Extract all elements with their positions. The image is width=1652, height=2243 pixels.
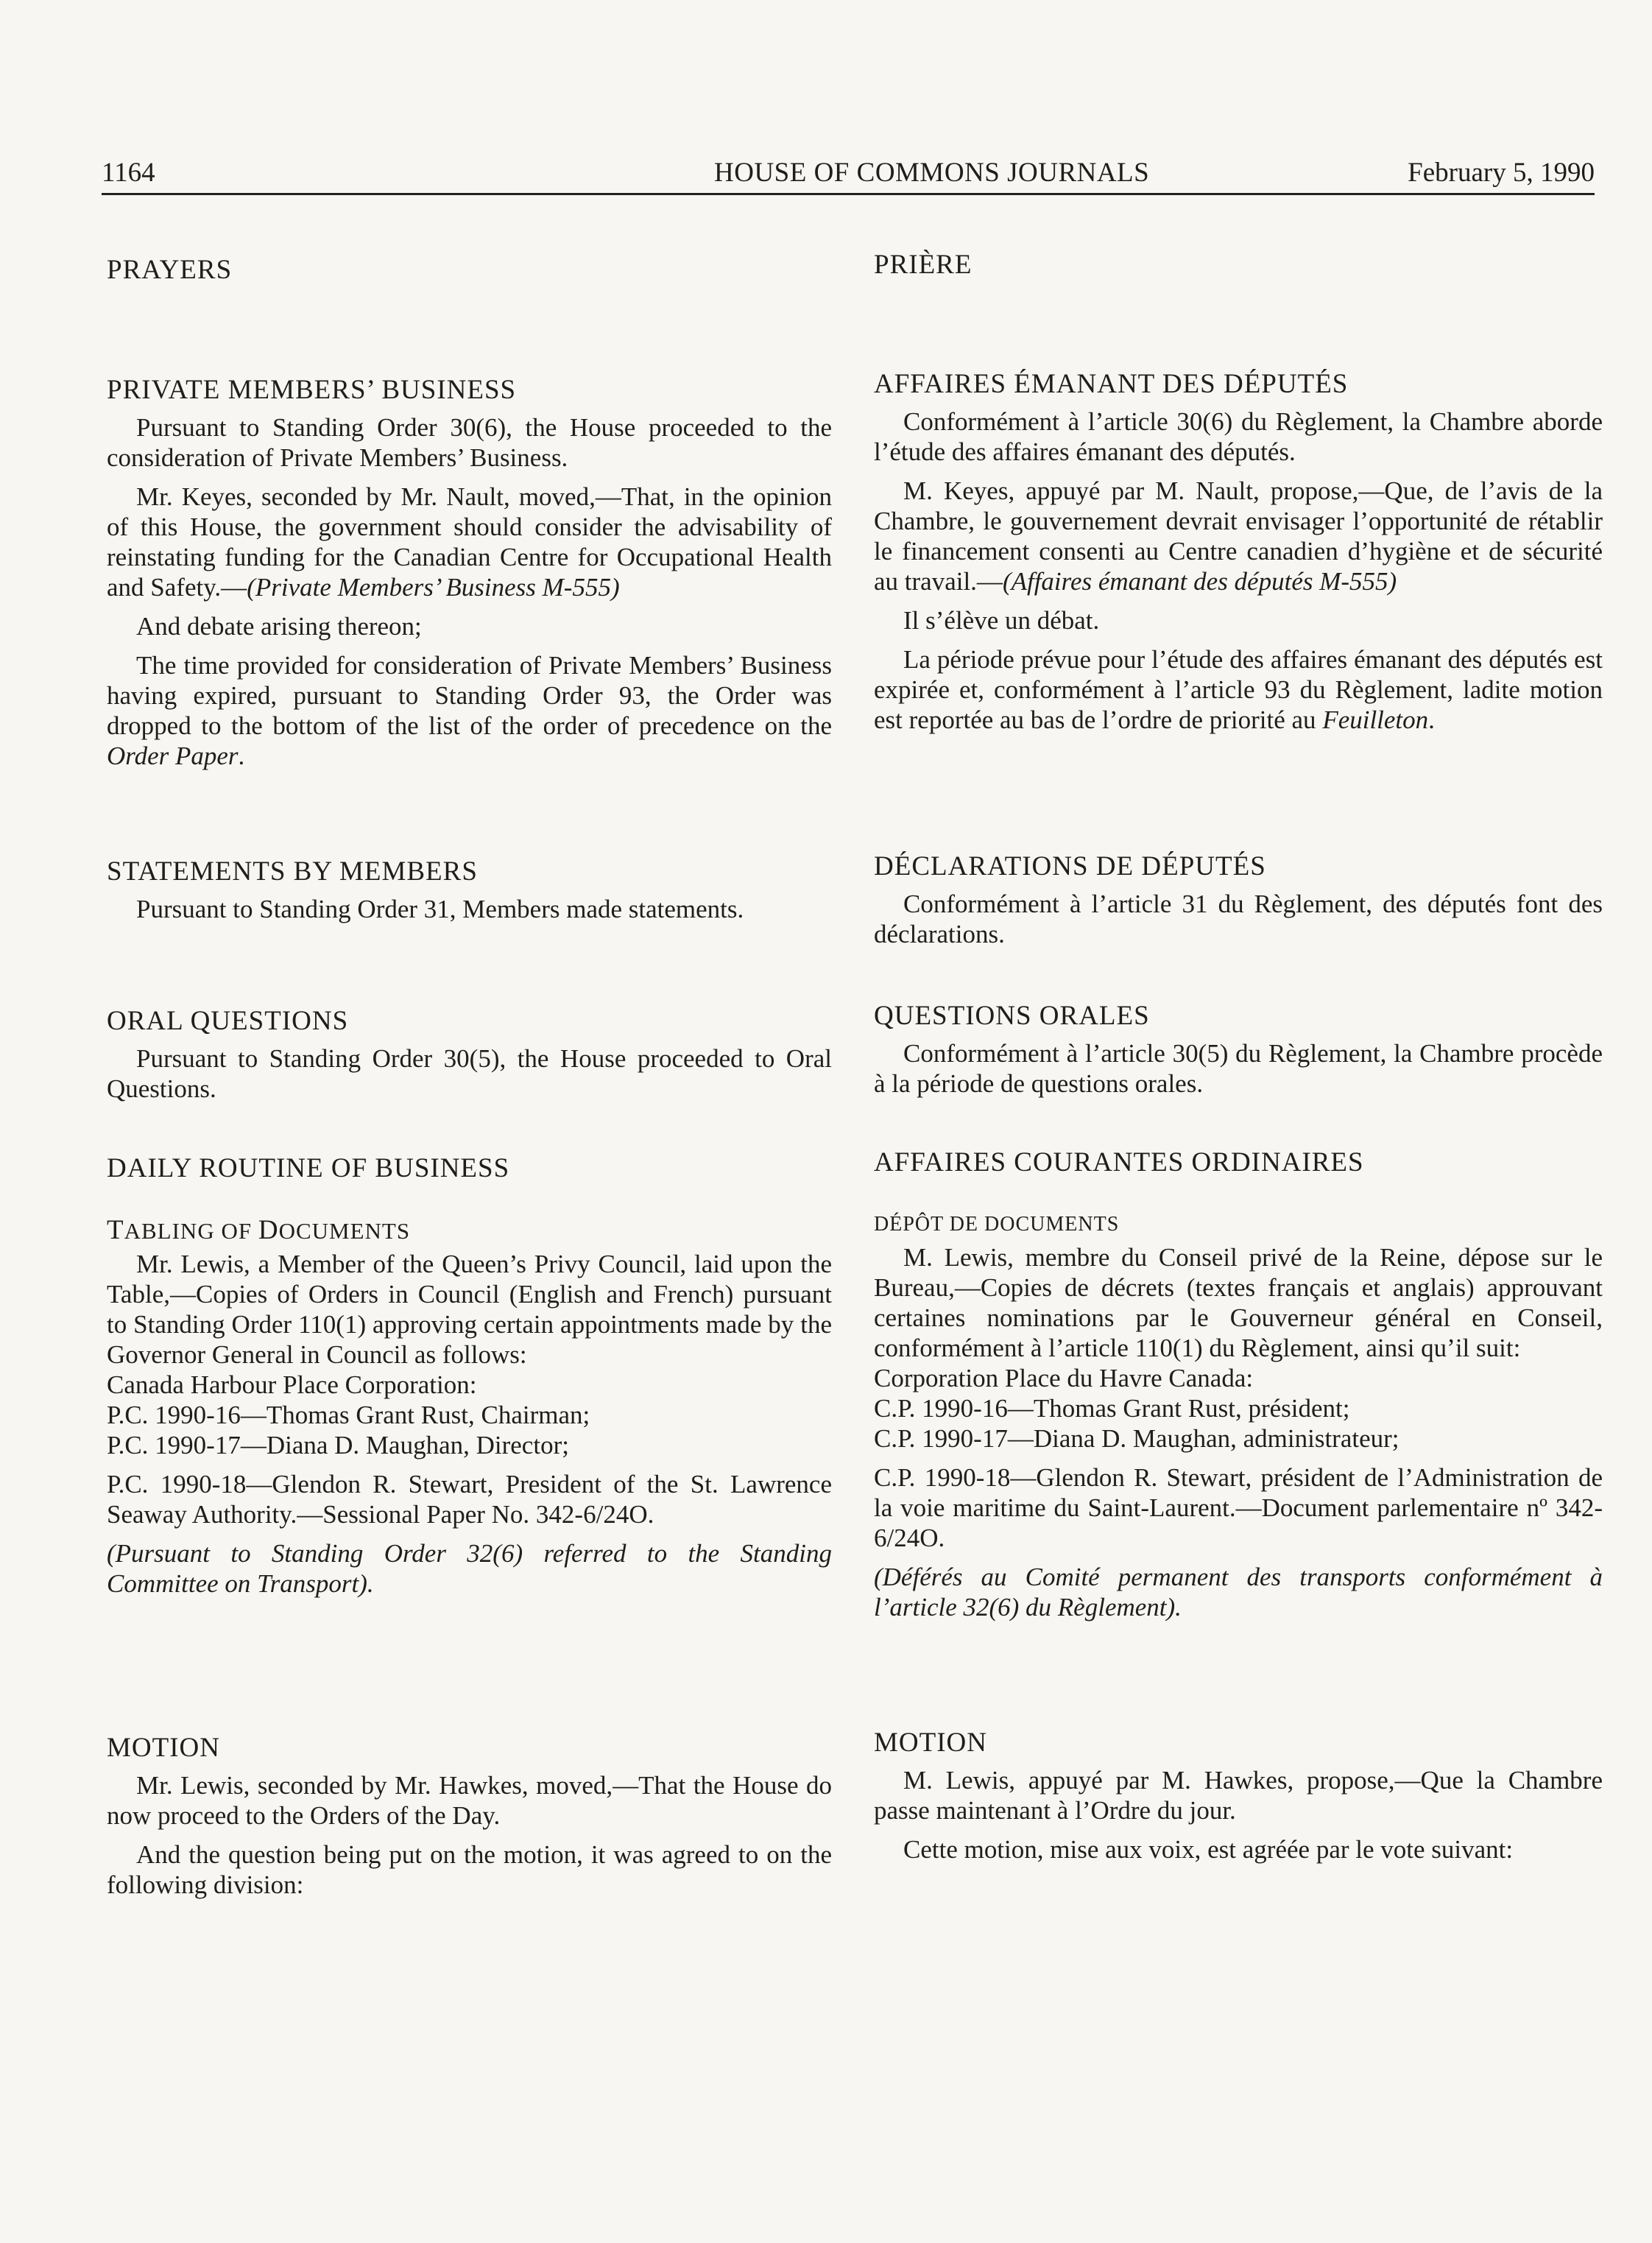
page-number: 1164 <box>102 158 155 188</box>
statements-paragraph-en: Pursuant to Standing Order 31, Members made statements. <box>136 895 744 923</box>
journal-title: HOUSE OF COMMONS JOURNALS <box>714 158 1150 188</box>
routine-heading-en: DAILY ROUTINE OF BUSINESS <box>107 1153 510 1183</box>
pmb-heading-fr: AFFAIRES ÉMANANT DES DÉPUTÉS <box>874 369 1349 399</box>
tabling-subheading-en: TABLING OF DOCUMENTS <box>107 1215 411 1245</box>
prayers-section-fr <box>874 249 1603 287</box>
pmb-paragraph-3-en: And debate arising thereon; <box>136 612 422 641</box>
oral-heading-fr: QUESTIONS ORALES <box>874 1001 1150 1031</box>
depot-paragraph-2-fr: C.P. 1990-18—Glendon R. Stewart, président de l’Administration de la voie maritime du Saint-Laurent.—Document parlementaire nº 342-6/24O. <box>874 1463 1603 1552</box>
tabling-referral-en: (Pursuant to Standing Order 32(6) referred to the Standing Committee on Transport). <box>107 1539 832 1598</box>
motion-paragraph-2-en: And the question being put on the motion, it was agreed to on the following division: <box>107 1840 832 1899</box>
tabling-paragraph-2-en: P.C. 1990-18—Glendon R. Stewart, President of the St. Lawrence Seaway Authority.—Sessional Paper No. 342-6/24O. <box>107 1470 832 1529</box>
pmb-paragraph-1-fr: Conformément à l’article 30(6) du Règlement, la Chambre aborde l’étude des affaires émanant des députés. <box>874 407 1603 466</box>
pmb-reference-fr: (Affaires émanant des députés M-555) <box>1002 567 1397 596</box>
statements-section-en <box>107 856 832 933</box>
pmb-reference-en: (Private Members’ Business M-555) <box>247 573 620 602</box>
motion-heading-fr: MOTION <box>874 1728 987 1758</box>
routine-section-fr <box>874 1147 1603 1631</box>
motion-paragraph-1-en: Mr. Lewis, seconded by Mr. Hawkes, moved,—That the House do now proceed to the Orders of the Day. <box>107 1771 832 1830</box>
depot-line-2-fr: C.P. 1990-16—Thomas Grant Rust, président; <box>874 1394 1350 1423</box>
order-paper-ref-en: Order Paper <box>107 742 239 770</box>
tabling-line-1-en: Canada Harbour Place Corporation: <box>107 1370 477 1399</box>
statements-section-fr <box>874 851 1603 958</box>
tabling-line-2-en: P.C. 1990-16—Thomas Grant Rust, Chairman; <box>107 1401 590 1429</box>
pmb-section-fr <box>874 368 1603 744</box>
motion-section-en <box>107 1732 832 1909</box>
pmb-heading-en: PRIVATE MEMBERS’ BUSINESS <box>107 375 517 405</box>
oral-section-fr <box>874 1000 1603 1108</box>
prayers-heading-fr: PRIÈRE <box>874 250 973 280</box>
routine-heading-fr: AFFAIRES COURANTES ORDINAIRES <box>874 1147 1364 1177</box>
depot-referral-fr: (Déférés au Comité permanent des transports conformément à l’article 32(6) du Règlement). <box>874 1563 1603 1621</box>
header-date: February 5, 1990 <box>1408 158 1595 188</box>
oral-paragraph-en: Pursuant to Standing Order 30(5), the House proceeded to Oral Questions. <box>107 1044 832 1103</box>
statements-paragraph-fr: Conformément à l’article 31 du Règlement, des députés font des déclarations. <box>874 890 1603 948</box>
feuilleton-ref-fr: Feuilleton <box>1322 705 1429 734</box>
pmb-paragraph-4-fr: La période prévue pour l’étude des affaires émanant des députés est expirée et, conformément à l’article 93 du Règlement, ladite motion est reportée au bas de l’ordre de priorité au Feuilleton. <box>874 645 1603 734</box>
routine-section-en <box>107 1152 832 1608</box>
statements-heading-fr: DÉCLARATIONS DE DÉPUTÉS <box>874 851 1266 881</box>
oral-heading-en: ORAL QUESTIONS <box>107 1006 349 1036</box>
prayers-section-en <box>107 254 832 292</box>
pmb-paragraph-3-fr: Il s’élève un débat. <box>903 606 1100 635</box>
motion-section-fr <box>874 1727 1603 1873</box>
depot-line-1-fr: Corporation Place du Havre Canada: <box>874 1364 1254 1392</box>
pmb-paragraph-2-en: Mr. Keyes, seconded by Mr. Nault, moved,—That, in the opinion of this House, the government should consider the advisability of reinstating funding for the Canadian Centre for Occupational Health and Safety.—(Private Members’ Business M-555) <box>107 482 832 602</box>
statements-heading-en: STATEMENTS BY MEMBERS <box>107 856 478 887</box>
tabling-line-3-en: P.C. 1990-17—Diana D. Maughan, Director; <box>107 1431 569 1459</box>
depot-subheading-fr: DÉPÔT DE DOCUMENTS <box>874 1213 1120 1236</box>
oral-section-en <box>107 1005 832 1113</box>
prayers-heading-en: PRAYERS <box>107 255 233 285</box>
motion-paragraph-1-fr: M. Lewis, appuyé par M. Hawkes, propose,—Que la Chambre passe maintenant à l’Ordre du jour. <box>874 1766 1603 1825</box>
pmb-paragraph-1-en: Pursuant to Standing Order 30(6), the House proceeded to the consideration of Private Members’ Business. <box>107 413 832 472</box>
motion-heading-en: MOTION <box>107 1733 220 1763</box>
pmb-paragraph-2-fr: M. Keyes, appuyé par M. Nault, propose,—Que, de l’avis de la Chambre, le gouvernement devrait envisager l’opportunité de rétablir le financement consenti au Centre canadien d’hygiène et de sécurité au travail.—(Affaires émanant des députés M-555) <box>874 476 1603 596</box>
pmb-paragraph-4-en: The time provided for consideration of Private Members’ Business having expired, pursuant to Standing Order 93, the Order was dropped to the bottom of the list of the order of precedence on the Order Paper. <box>107 651 832 770</box>
running-header <box>102 147 1595 195</box>
depot-paragraph-fr: M. Lewis, membre du Conseil privé de la Reine, dépose sur le Bureau,—Copies de décrets (textes français et anglais) approuvant certaines nominations par le Gouverneur général en Conseil, conformément à l’article 110(1) du Règlement, ainsi qu’il suit: <box>874 1243 1603 1362</box>
motion-paragraph-2-fr: Cette motion, mise aux voix, est agréée par le vote suivant: <box>903 1835 1514 1864</box>
pmb-section-en <box>107 374 832 780</box>
tabling-paragraph-en: Mr. Lewis, a Member of the Queen’s Privy Council, laid upon the Table,—Copies of Orders in Council (English and French) pursuant to Standing Order 110(1) approving certain appointments made by the Governor General in Council as follows: <box>107 1250 832 1369</box>
oral-paragraph-fr: Conformément à l’article 30(5) du Règlement, la Chambre procède à la période de questions orales. <box>874 1039 1603 1098</box>
depot-line-3-fr: C.P. 1990-17—Diana D. Maughan, administrateur; <box>874 1424 1399 1453</box>
